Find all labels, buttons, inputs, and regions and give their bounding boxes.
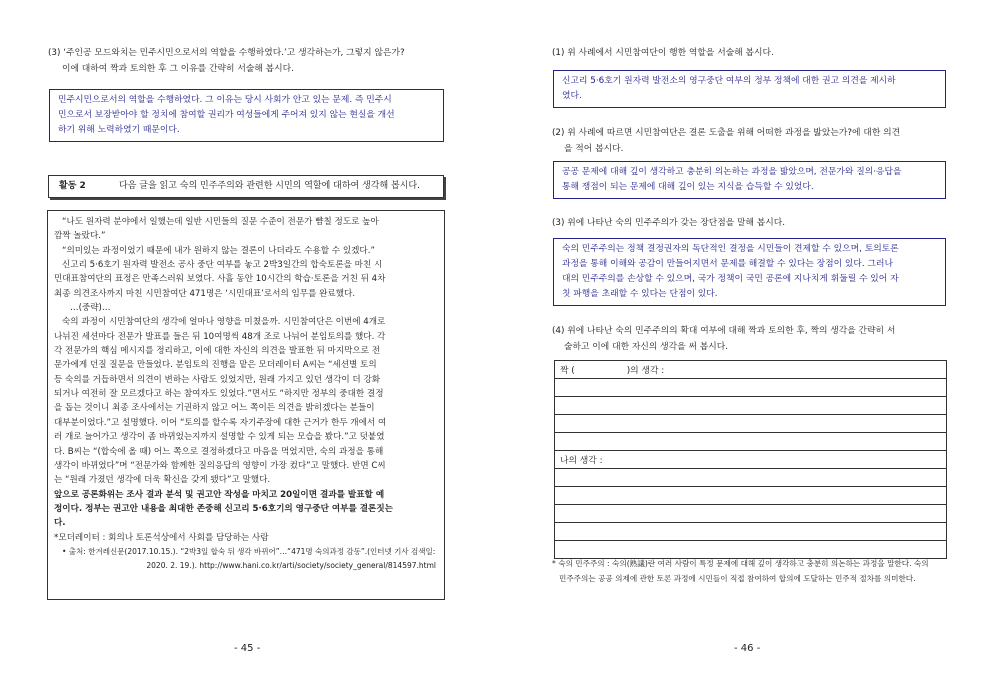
- question-4-line-1: (4) 위에 나타난 숙의 민주주의의 확대 여부에 대해 짝과 토의한 후, 짝의 생각을 간략히 서: [552, 326, 896, 336]
- answer-box: [49, 89, 444, 142]
- answer-line: 칫 파행을 초래할 수 있다는 단점이 있다.: [562, 289, 718, 299]
- question-3: (3) 위에 나타난 숙의 민주주의가 갖는 장단점을 말해 봅시다.: [552, 218, 786, 228]
- passage-line: 앞으로 공론화위는 조사 결과 분석 및 권고안 작성을 마치고 20일이면 결과를 발표할 예: [54, 489, 385, 500]
- page-number: - 45 -: [234, 643, 261, 654]
- answer-line: 였다.: [562, 91, 582, 101]
- page-number: - 46 -: [734, 643, 761, 654]
- question-3-line-1: (3) ‘주인공 모드와치는 민주시민으로서의 역할을 수행하였다.’고 생각하는가, 그렇지 않은가?: [48, 48, 405, 58]
- question-2-line-2: 을 적어 봅시다.: [564, 144, 624, 154]
- question-4-line-2: 술하고 이에 대한 자신의 생각을 써 봅시다.: [564, 342, 729, 352]
- writing-line[interactable]: [555, 505, 947, 523]
- writing-line[interactable]: [555, 487, 947, 505]
- answer-line: 공공 문제에 대해 깊이 생각하고 충분히 의논하는 과정을 밟았으며, 전문가와 질의·응답을: [562, 167, 902, 177]
- passage-line: 러 개로 늘어가고 생각이 좀 바뀌었는지까지 설명할 수 있게 되는 모습을 봤다.”고 덧붙였: [54, 432, 385, 443]
- activity-2-header: [48, 175, 444, 198]
- answer-box-1: [553, 70, 946, 108]
- answer-line: 과정을 통해 이해와 공감이 만들어지면서 문제를 해결할 수 있다는 장점이 있다. 그러나: [562, 259, 893, 269]
- passage-line: 각 전문가의 핵심 메시지를 정리하고, 이에 대한 자신의 의견을 발표한 뒤 마지막으로 전: [54, 346, 381, 357]
- passage-line: 최종 의견조사까지 마친 시민참여단 471명은 ‘시민대표’로서의 임무를 완료했다.: [54, 288, 356, 299]
- source-url: 2020. 2. 19.). http://www.hani.co.kr/arti/society/society_general/814597.html: [146, 561, 436, 571]
- page-46: [500, 0, 1000, 692]
- passage-line: 되거나 여전히 잘 모르겠다고 하는 참여자도 있었다.”면서도 “하지만 정부의 중대한 결정: [54, 389, 384, 400]
- writing-line[interactable]: [555, 415, 947, 433]
- answer-box-3: [553, 238, 946, 306]
- answer-line: 신고리 5·6호기 원자력 발전소의 영구중단 여부의 정부 정책에 대한 권고 의견을 제시하: [562, 76, 896, 86]
- passage-line: 민대표참여단의 표정은 만족스러워 보였다. 사흘 동안 10시간의 학습·토론을 거친 뒤 4차: [54, 274, 386, 285]
- question-1: (1) 위 사례에서 시민참여단이 행한 역할을 서술해 봅시다.: [552, 48, 774, 58]
- source-citation: • 출처: 한겨레신문(2017.10.15.). “2박3일 합숙 뒤 생각 바뀌어”…“471명 숙의과정 감동”.(인터넷 기사 검색일:: [62, 546, 436, 556]
- passage-line: 는 “원래 가졌던 생각에 더욱 확신을 갖게 됐다”고 말했다.: [54, 475, 271, 486]
- answer-line: 민주시민으로서의 역할을 수행하였다. 그 이유는 당시 사회가 안고 있는 문제. 즉 민주시: [58, 95, 392, 105]
- passage-line: 정이다. 정부는 권고안 내용을 최대한 존중해 신고리 5·6호기의 영구중단 여부를 결론짓는: [54, 503, 393, 514]
- passage-line: 문가에게 던질 질문을 만들었다. 분임토의 진행을 맡은 모더레이터 A씨는 “세션별 토의: [54, 360, 377, 371]
- answer-line: 대의 민주주의를 손상할 수 있으며, 국가 정책이 국민 공론에 지나치게 휘둘릴 수 있어 자: [562, 274, 899, 284]
- passage-line: 등 숙의를 거듭하면서 의견이 변하는 사람도 있었지만, 원래 가지고 있던 생각이 더 강화: [54, 374, 381, 385]
- writing-line[interactable]: [555, 379, 947, 397]
- passage-line: “나도 원자력 분야에서 일했는데 일반 시민들의 질문 수준이 전문가 뺨칠 정도로 높아: [62, 217, 379, 227]
- answer-line: 하기 위해 노력하였기 때문이다.: [58, 125, 180, 135]
- footnote: [552, 556, 952, 586]
- passage-line: 다. B씨는 “(합숙에 올 때) 어느 쪽으로 결정하겠다고 마음을 먹었지만, 숙의 과정을 통해: [54, 446, 384, 457]
- passage-footnote: *모더레이터 : 회의나 토론석상에서 사회를 담당하는 사람: [54, 532, 269, 543]
- passage-line: 나뉘진 세션마다 전문가 발표를 들은 뒤 10여명씩 48개 조로 나눠어 분임토의를 했다. 각: [54, 331, 386, 342]
- passage-line: 숙의 과정이 시민참여단의 생각에 얼마나 영향을 미쳤을까. 시민참여단은 이번에 4개로: [62, 317, 386, 328]
- partner-label: 짝 (: [560, 366, 575, 376]
- question-3-line-2: 이에 대하여 짝과 토의한 후 그 이유를 간략히 서술해 봅시다.: [62, 64, 294, 74]
- passage-line: 대부분이었다.”고 설명했다. 이어 “토의를 할수록 자기주장에 대한 근거가 한두 개에서 여: [54, 417, 387, 428]
- passage-line: 깜짝 놀랐다.”: [54, 231, 106, 242]
- answer-line: 민으로서 보장받아야 할 정치에 참여할 권리가 여성들에게 주어져 있지 않는 현실을 개선: [58, 110, 395, 120]
- reading-passage: [47, 210, 445, 600]
- passage-line: …(중략)…: [70, 303, 111, 314]
- answer-line: 통해 쟁점이 되는 문제에 대해 깊이 있는 지식을 습득할 수 있었다.: [562, 182, 814, 192]
- answer-line: 숙의 민주주의는 정책 결정권자의 독단적인 결정을 시민들이 견제할 수 있으며, 토의토론: [562, 244, 899, 254]
- activity-text: 다음 글을 읽고 숙의 민주주의와 관련한 시민의 역할에 대하여 생각해 봅시다.: [119, 181, 420, 191]
- passage-line: “의미있는 과정이었기 때문에 내가 원하지 않는 결론이 나더라도 수용할 수 있겠다.”: [62, 245, 375, 256]
- writing-line[interactable]: [555, 469, 947, 487]
- my-opinion-row[interactable]: 나의 생각 :: [555, 451, 947, 469]
- activity-label: 활동 2: [59, 181, 86, 191]
- partner-opinion-row[interactable]: [555, 361, 947, 379]
- passage-line: 다.: [54, 518, 66, 529]
- footnote-line: 민주주의는 공공 의제에 관한 토론 과정에 시민들이 직접 참여하여 합의에 도달하는 민주적 절차를 의미한다.: [559, 574, 916, 583]
- writing-line[interactable]: [555, 523, 947, 541]
- passage-line: 생각이 바뀌었다”며 “전문가와 함께한 질의응답의 영향이 가장 컸다”고 말했다. 반면 C씨: [54, 460, 386, 471]
- question-2-line-1: (2) 위 사례에 따르면 시민참여단은 결론 도출을 위해 어떠한 과정을 밟았는가?에 대한 의견: [552, 128, 901, 138]
- discussion-writing-table: [554, 360, 947, 559]
- passage-line: 신고리 5·6호기 원자력 발전소 공사 중단 여부를 놓고 2박3일간의 합숙토론을 마친 시: [62, 260, 383, 271]
- writing-line[interactable]: [555, 397, 947, 415]
- writing-line[interactable]: [555, 433, 947, 451]
- passage-line: 을 돕는 것이니 최종 조사에서는 기권하지 않고 어느 쪽이든 의견을 밝히겠다는 분들이: [54, 403, 375, 414]
- answer-box-2: [553, 161, 946, 199]
- partner-suffix: )의 생각 :: [626, 366, 665, 376]
- footnote-line: * 숙의 민주주의 : 숙의(熟議)란 여러 사람이 특정 문제에 대해 깊이 생각하고 충분히 의논하는 과정을 말한다. 숙의: [552, 559, 929, 568]
